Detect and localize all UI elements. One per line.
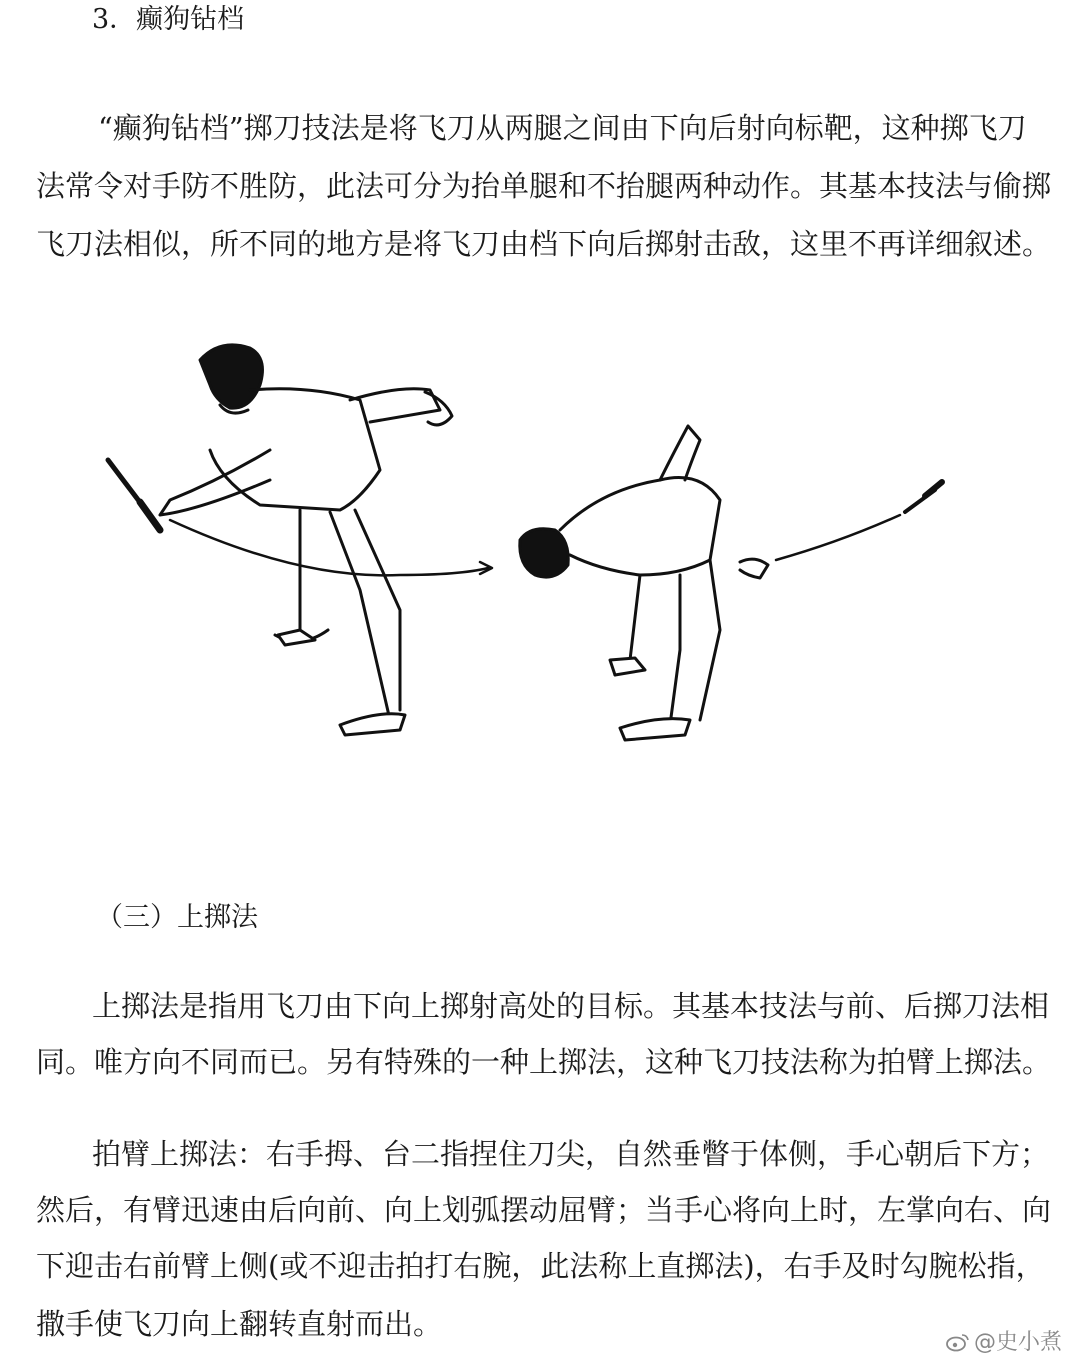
throwing-illustration — [100, 330, 960, 770]
watermark — [946, 1325, 1062, 1356]
paragraph-line: 上掷法是指用飞刀由下向上掷射高处的目标。其基本技法与前、后掷刀法相 — [92, 989, 1050, 1023]
watermark-text: @史小煮 — [973, 1330, 1062, 1355]
paragraph-line: 法常令对手防不胜防，此法可分为抬单腿和不抬腿两种动作。其基本技法与偷掷 — [36, 169, 1052, 203]
section-3-heading: 3．癫狗钻档 — [92, 4, 245, 35]
figure-thrower — [108, 345, 452, 735]
paragraph-line: 下迎击右前臂上侧(或不迎击拍打右腕，此法称上直掷法)，右手及时勾腕松指， — [36, 1249, 1045, 1283]
paragraph-line: 拍臂上掷法：右手拇、台二指捏住刀尖，自然垂瞥于体侧，手心朝后下方； — [92, 1137, 1050, 1171]
paragraph-line: 撒手使飞刀向上翻转直射而出。 — [36, 1307, 443, 1341]
paragraph-line: 然后，有臂迅速由后向前、向上划弧摆动屈臂；当手心将向上时，左掌向右、向 — [36, 1193, 1052, 1227]
paragraph-line: “癫狗钻档”掷刀技法是将飞刀从两腿之间由下向后射向标靶，这种掷飞刀 — [98, 111, 1027, 145]
paragraph-line: 飞刀法相似，所不同的地方是将飞刀由档下向后掷射击敌，这里不再详细叙述。 — [36, 227, 1052, 261]
weibo-icon — [946, 1332, 970, 1352]
section-shang-heading: （三）上掷法 — [96, 902, 258, 933]
paragraph-line: 同。唯方向不同而已。另有特殊的一种上掷法，这种飞刀技法称为拍臂上掷法。 — [36, 1045, 1052, 1079]
figure-bent-thrower — [520, 426, 768, 740]
